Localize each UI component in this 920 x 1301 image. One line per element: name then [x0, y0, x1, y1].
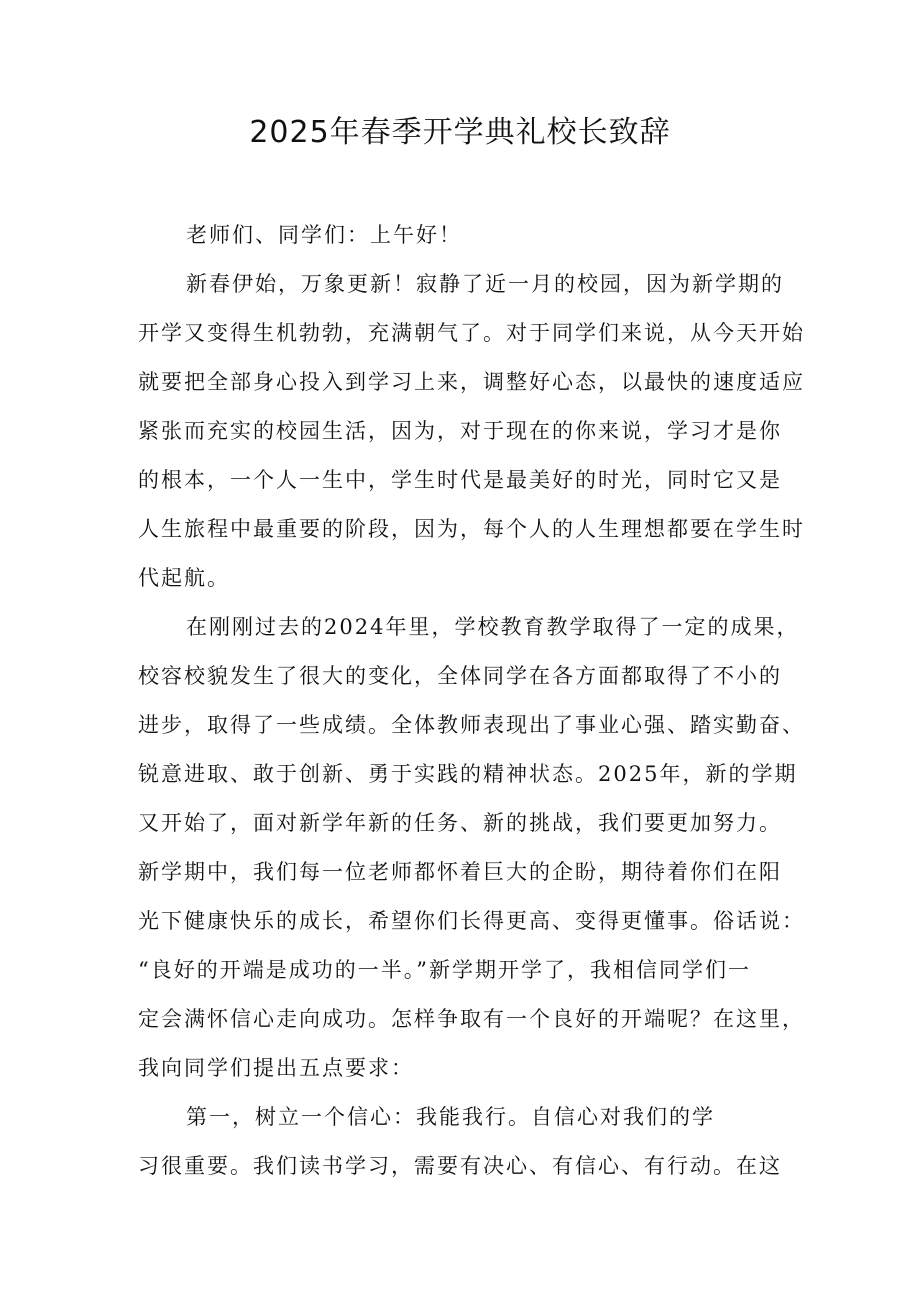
- paragraph-2-line-8: “良好的开端是成功的一半。”新学期开学了，我相信同学们一: [138, 958, 751, 982]
- paragraph-3-line-2: 习很重要。我们读书学习，需要有决心、有信心、有行动。在这: [138, 1154, 782, 1178]
- paragraph-2-line-9: 定会满怀信心走向成功。怎样争取有一个良好的开端呢？在这里，: [138, 1007, 805, 1031]
- greeting-line: 老师们、同学们：上午好！: [186, 223, 462, 247]
- document-body: [138, 211, 805, 1191]
- paragraph-3-line-1: 第一，树立一个信心：我能我行。自信心对我们的学: [186, 1105, 715, 1129]
- paragraph-2-line-6: 新学期中，我们每一位老师都怀着巨大的企盼，期待着你们在阳: [138, 860, 782, 884]
- document-title: 2025年春季开学典礼校长致辞: [249, 115, 671, 150]
- paragraph-2-line-10: 我向同学们提出五点要求：: [138, 1056, 414, 1080]
- paragraph-1-line-6: 人生旅程中最重要的阶段，因为，每个人的人生理想都要在学生时: [138, 517, 805, 541]
- paragraph-2-line-7: 光下健康快乐的成长，希望你们长得更高、变得更懂事。俗话说：: [138, 909, 805, 933]
- paragraph-1-line-1: 新春伊始，万象更新！寂静了近一月的校园，因为新学期的: [186, 272, 784, 296]
- paragraph-1-line-5: 的根本，一个人一生中，学生时代是最美好的时光，同时它又是: [138, 468, 782, 492]
- paragraph-2-line-4: 锐意进取、敢于创新、勇于实践的精神状态。2025年，新的学期: [138, 762, 798, 786]
- paragraph-2-line-2: 校容校貌发生了很大的变化，全体同学在各方面都取得了不小的: [138, 664, 782, 688]
- paragraph-1-line-7: 代起航。: [138, 566, 230, 590]
- paragraph-1-line-4: 紧张而充实的校园生活，因为，对于现在的你来说，学习才是你: [138, 419, 782, 443]
- paragraph-1-line-2: 开学又变得生机勃勃，充满朝气了。对于同学们来说，从今天开始: [138, 321, 805, 345]
- paragraph-2-line-3: 进步，取得了一些成绩。全体教师表现出了事业心强、踏实勤奋、: [138, 713, 805, 737]
- paragraph-2-line-1: 在刚刚过去的2024年里，学校教育教学取得了一定的成果，: [186, 615, 800, 639]
- paragraph-2-line-5: 又开始了，面对新学年新的任务、新的挑战，我们要更加努力。: [138, 811, 782, 835]
- paragraph-1-line-3: 就要把全部身心投入到学习上来，调整好心态，以最快的速度适应: [138, 370, 805, 394]
